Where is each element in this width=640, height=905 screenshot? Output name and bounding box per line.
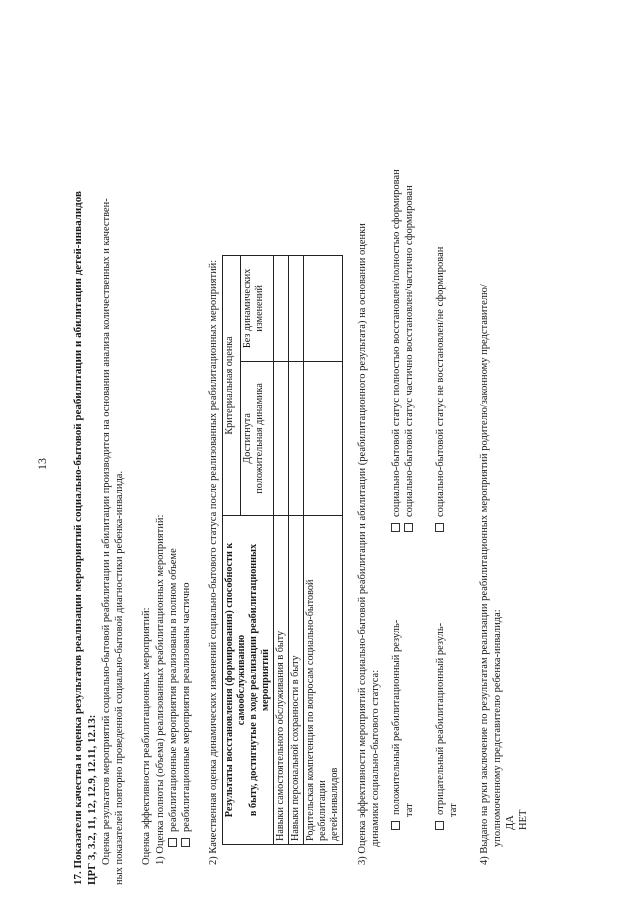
positive-result (390, 620, 403, 830)
positive-result-label: положительный реабилитационный резуль- (391, 619, 402, 815)
header-criterion: Критериальная оценка (223, 256, 241, 516)
checkbox-outcome-partial[interactable] (404, 523, 413, 532)
answer-yes[interactable]: ДА (505, 815, 516, 830)
table-row (274, 256, 289, 845)
cell-achieved[interactable] (274, 361, 289, 515)
cell-achieved[interactable] (304, 361, 343, 515)
positive-result-cont: тат (404, 803, 415, 817)
outcome-none-label: социально-бытовой статус не восстановлен/не сформирован (435, 246, 446, 517)
section-heading-codes: ЦРГ 3, 3.2, 11, 12, 12.9, 12.11, 12.13: (86, 714, 98, 885)
issued-label: 4) Выдано на руки заключение по результатам реализации реабилитационных мероприятий родителю/законному представителю/ (479, 284, 490, 865)
option-full-label: реабилитационные мероприятия реализованы в полном объеме (168, 548, 179, 832)
page-number: 13 (35, 458, 49, 470)
header-result: Результаты восстановления (формирования) способности к самообслуживанию в быту, достигнутые в ходе реализации реабилитационных мероприятий (223, 515, 274, 844)
intro-paragraph: Оценка результатов мероприятий социально-бытовой реабилитации и абилитации производится на основании анализа количественных и качествен- (101, 198, 112, 865)
checkbox-negative[interactable] (435, 821, 444, 830)
checkbox-full[interactable] (168, 838, 177, 847)
effectiveness-title: Оценка эффективности реабилитационных мероприятий: (141, 607, 152, 865)
outcome-full-label: социально-бытовой статус полностью восстановлен/полностью сформирован (391, 169, 402, 517)
negative-result-label: отрицательный реабилитационный резуль- (435, 622, 446, 815)
negative-result (434, 623, 447, 830)
checkbox-partial[interactable] (181, 838, 190, 847)
answer-no[interactable]: НЕТ (518, 809, 529, 830)
outcome-label: 3) Оценка эффективности мероприятий социально-бытовой реабилитации и абилитации (реабилитационного результата) на основании оценки (357, 223, 368, 865)
option-partial (180, 583, 193, 847)
outcome-partial (403, 185, 416, 532)
table-row (304, 256, 343, 845)
outcome-partial-label: социально-бытовой статус частично восстановлен/частично сформирован (404, 185, 415, 517)
outcome-full (390, 169, 403, 532)
section-heading: 17. Показатели качества и оценка результатов реализации мероприятий социально-бытовой реабилитации и абилитации детей-инвалидов (72, 191, 84, 885)
negative-result-cont: тат (448, 803, 459, 817)
header-no-change: Без динамических изменений (241, 256, 274, 362)
checkbox-outcome-none[interactable] (435, 523, 444, 532)
option-partial-label: реабилитационные мероприятия реализованы частично (181, 582, 192, 832)
intro-paragraph-cont: ных показателей повторно проведенной социально-бытовой диагностики ребенка-инвалида. (114, 470, 125, 885)
row-label: Навыки самостоятельного обслуживания в быту (274, 515, 289, 844)
issued-label-cont: уполномоченному представителю ребенка-инвалида: (492, 609, 503, 847)
outcome-label-cont: динамики социально-бытового статуса: (370, 669, 381, 847)
qualitative-label: 2) Качественная оценка динамических изменений социально-бытового статуса после реализованных реабилитационных мероприятий: (208, 259, 219, 865)
cell-no-change[interactable] (289, 256, 304, 362)
cell-no-change[interactable] (274, 256, 289, 362)
option-full (167, 548, 180, 847)
header-achieved: Достигнута положительная динамика (241, 361, 274, 515)
cell-no-change[interactable] (304, 256, 343, 362)
checkbox-positive[interactable] (391, 821, 400, 830)
cell-achieved[interactable] (289, 361, 304, 515)
checkbox-outcome-full[interactable] (391, 523, 400, 532)
row-label: Родительская компетенция по вопросам социально-бытовой реабилитации детей-инвалидов (304, 515, 343, 844)
table-row (289, 256, 304, 845)
outcome-none (434, 247, 447, 532)
row-label: Навыки персональной сохранности в быту (289, 515, 304, 844)
criteria-table (222, 255, 343, 845)
completeness-label: 1) Оценка полноты (объема) реализованных реабилитационных мероприятий: (155, 514, 166, 865)
